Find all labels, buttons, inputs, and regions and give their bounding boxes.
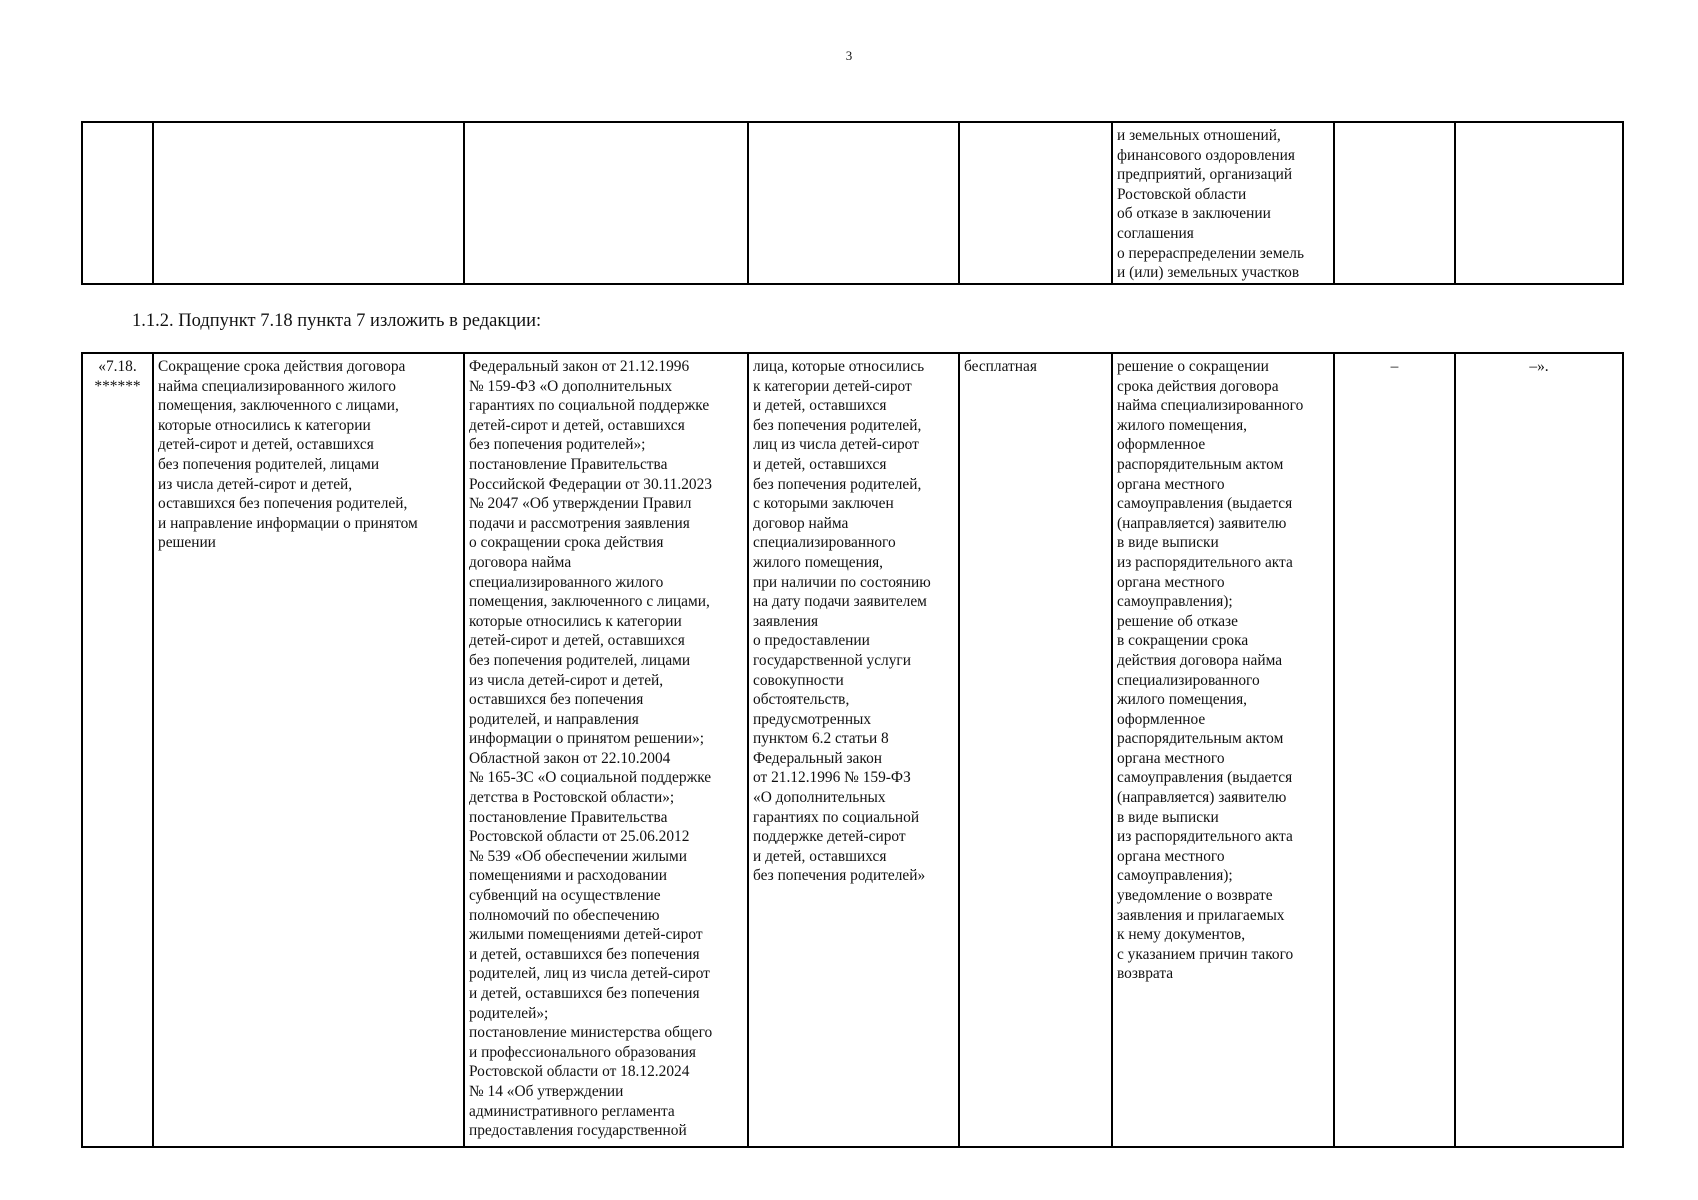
page-number: 3 [845, 48, 853, 63]
amendment-instruction: 1.1.2. Подпункт 7.18 пункта 7 изложить в редакции: [132, 311, 542, 331]
table-cell [748, 122, 959, 284]
table-cell [464, 122, 748, 284]
table-cell [1334, 122, 1455, 284]
table-cell [959, 122, 1112, 284]
closing-cell: –». [1455, 353, 1623, 1147]
table-row [82, 353, 1623, 1147]
cost-cell: бесплатная [959, 353, 1112, 1147]
applicants-cell: лица, которые относились к категории детей-сирот и детей, оставшихся без попечения родителей, лиц из числа детей-сирот и детей, оставшихся без попечения родителей, с которыми заключен договор найма специализированного жилого помещения, при наличии по состоянию на дату подачи заявителем заявления о предоставлении государственной услуги совокупности обстоятельств, предусмотренных пунктом 6.2 статьи 8 Федеральный закон от 21.12.1996 № 159-ФЗ «О дополнительных гарантиях по социальной поддержке детей-сирот и детей, оставшихся без попечения родителей» [748, 353, 959, 1147]
table-cell [153, 122, 464, 284]
result-cell: и земельных отношений, финансового оздоровления предприятий, организаций Ростовской области об отказе в заключении соглашения о перераспределении земель и (или) земельных участков [1112, 122, 1334, 284]
item-number-cell: «7.18. ****** [82, 353, 153, 1147]
dash-cell: – [1334, 353, 1455, 1147]
result-cell: решение о сокращении срока действия договора найма специализированного жилого помещения, оформленное распорядительным актом органа местного самоуправления (выдается (направляется) заявителю в виде выписки из распорядительного акта органа местного самоуправления); решение об отказе в сокращении срока действия договора найма специализированного жилого помещения, оформленное распорядительным актом органа местного самоуправления (выдается (направляется) заявителю в виде выписки из распорядительного акта органа местного самоуправления); уведомление о возврате заявления и прилагаемых к нему документов, с указанием причин такого возврата [1112, 353, 1334, 1147]
table-cell [82, 122, 153, 284]
table-row [82, 122, 1623, 284]
table-cell [1455, 122, 1623, 284]
service-table [81, 352, 1624, 1148]
legal-basis-cell: Федеральный закон от 21.12.1996 № 159-ФЗ «О дополнительных гарантиях по социальной поддержке детей-сирот и детей, оставшихся без попечения родителей»; постановление Правительства Российской Федерации от 30.11.2023 № 2047 «Об утверждении Правил подачи и рассмотрения заявления о сокращении срока действия договора найма специализированного жилого помещения, заключенного с лицами, которые относились к категории детей-сирот и детей, оставшихся без попечения родителей, лицами из числа детей-сирот и детей, оставшихся без попечения родителей, и направления информации о принятом решении»; Областной закон от 22.10.2004 № 165-ЗС «О социальной поддержке детства в Ростовской области»; постановление Правительства Ростовской области от 25.06.2012 № 539 «Об обеспечении жилыми помещениями и расходовании субвенций на осуществление полномочий по обеспечению жилыми помещениями детей-сирот и детей, оставшихся без попечения родителей, лиц из числа детей-сирот и детей, оставшихся без попечения родителей»; постановление министерства общего и профессионального образования Ростовской области от 18.12.2024 № 14 «Об утверждении административного регламента предоставления государственной [464, 353, 748, 1147]
service-name-cell: Сокращение срока действия договора найма специализированного жилого помещения, заключенного с лицами, которые относились к категории детей-сирот и детей, оставшихся без попечения родителей, лицами из числа детей-сирот и детей, оставшихся без попечения родителей, и направление информации о принятом решении [153, 353, 464, 1147]
continuation-table [81, 121, 1624, 285]
